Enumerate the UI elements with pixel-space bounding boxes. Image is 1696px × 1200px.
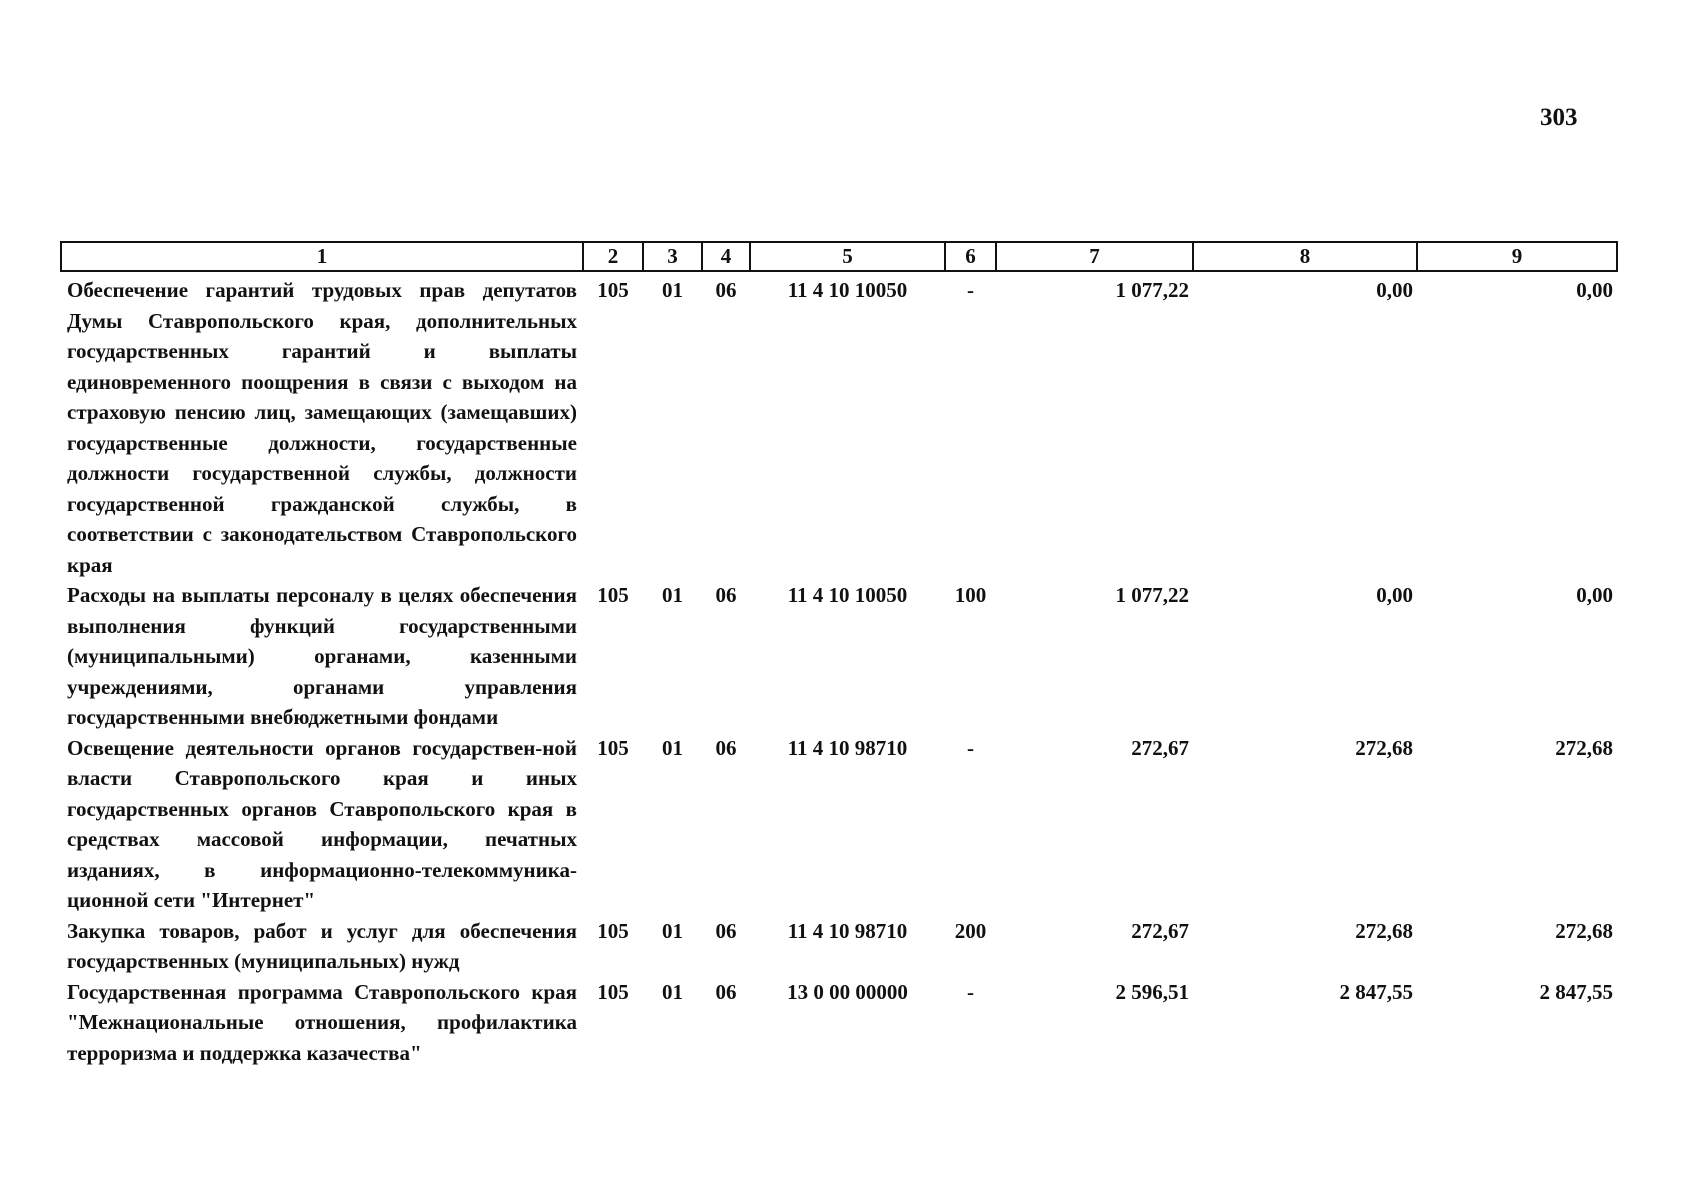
section-code: 01 <box>662 735 683 760</box>
amount-col-9: 272,68 <box>1555 735 1613 760</box>
expense-type-code: - <box>967 735 974 760</box>
amount-col-9: 272,68 <box>1555 918 1613 943</box>
target-article-code: 11 4 10 10050 <box>787 278 908 302</box>
header-row <box>61 242 1617 271</box>
subsection-code: 06 <box>715 278 737 302</box>
subsection-code: 06 <box>715 735 737 760</box>
amount-col-8: 272,68 <box>1355 735 1413 760</box>
column-header: 4 <box>702 242 750 271</box>
target-article-code: 13 0 00 00000 <box>787 979 908 1004</box>
row-name: Освещение деятельности органов государствен-ной власти Ставропольского края и иных государственных органов Ставропольского края в средствах массовой информации, печатных изданиях, в информационно-телекоммуника-ционной сети "Интернет" <box>67 735 577 912</box>
ministry-code: 105 <box>597 583 629 607</box>
row-name: Государственная программа Ставропольского края "Межнациональные отношения, профилактика терроризма и поддержка казачества" <box>67 979 577 1065</box>
amount-col-9: 0,00 <box>1576 583 1613 607</box>
subsection-code: 06 <box>715 979 737 1004</box>
column-header: 6 <box>945 242 996 271</box>
amount-col-7: 272,67 <box>1131 735 1189 760</box>
subsection-code: 06 <box>715 583 737 607</box>
page-number: 303 <box>1540 104 1578 131</box>
column-header: 5 <box>750 242 945 271</box>
table-row <box>61 271 1617 580</box>
target-article-code: 11 4 10 10050 <box>787 583 908 607</box>
budget-table <box>60 241 1618 1068</box>
ministry-code: 105 <box>597 735 629 760</box>
row-name: Закупка товаров, работ и услуг для обеспечения государственных (муниципальных) нужд <box>67 918 577 973</box>
column-header: 2 <box>583 242 643 271</box>
amount-col-8: 0,00 <box>1376 583 1413 607</box>
expense-type-code: 200 <box>954 918 987 943</box>
table-row <box>61 916 1617 977</box>
ministry-code: 105 <box>597 278 629 302</box>
table-row <box>61 733 1617 916</box>
section-code: 01 <box>662 918 683 943</box>
amount-col-9: 0,00 <box>1576 278 1613 302</box>
section-code: 01 <box>662 278 683 302</box>
expense-type-code: 100 <box>954 583 987 607</box>
subsection-code: 06 <box>715 918 737 943</box>
row-name: Расходы на выплаты персоналу в целях обеспечения выполнения функций государственными (муниципальными) органами, казенными учреждениями, органами управления государственными внебюджетными фондами <box>67 583 577 729</box>
amount-col-7: 1 077,22 <box>1115 583 1189 607</box>
amount-col-8: 2 847,55 <box>1339 979 1413 1004</box>
amount-col-9: 2 847,55 <box>1539 979 1613 1004</box>
column-header: 9 <box>1417 242 1617 271</box>
row-name: Обеспечение гарантий трудовых прав депутатов Думы Ставропольского края, дополнительных государственных гарантий и выплаты единовременного поощрения в связи с выходом на страховую пенсию лиц, замещающих (замещавших) государственные должности, государственные должности государственной службы, должности государственной гражданской службы, в соответствии с законодательством Ставропольского края <box>67 278 577 577</box>
amount-col-7: 1 077,22 <box>1115 278 1189 302</box>
section-code: 01 <box>662 979 683 1004</box>
expense-type-code: - <box>967 278 974 302</box>
column-header: 1 <box>61 242 583 271</box>
ministry-code: 105 <box>597 979 629 1004</box>
amount-col-8: 272,68 <box>1355 918 1413 943</box>
column-header: 8 <box>1193 242 1417 271</box>
column-header: 3 <box>643 242 702 271</box>
expense-type-code: - <box>967 979 974 1004</box>
table-row <box>61 580 1617 733</box>
column-header: 7 <box>996 242 1193 271</box>
amount-col-8: 0,00 <box>1376 278 1413 302</box>
target-article-code: 11 4 10 98710 <box>787 918 908 943</box>
table-row <box>61 977 1617 1069</box>
target-article-code: 11 4 10 98710 <box>787 735 908 760</box>
ministry-code: 105 <box>597 918 629 943</box>
section-code: 01 <box>662 583 683 607</box>
amount-col-7: 272,67 <box>1131 918 1189 943</box>
amount-col-7: 2 596,51 <box>1115 979 1189 1004</box>
